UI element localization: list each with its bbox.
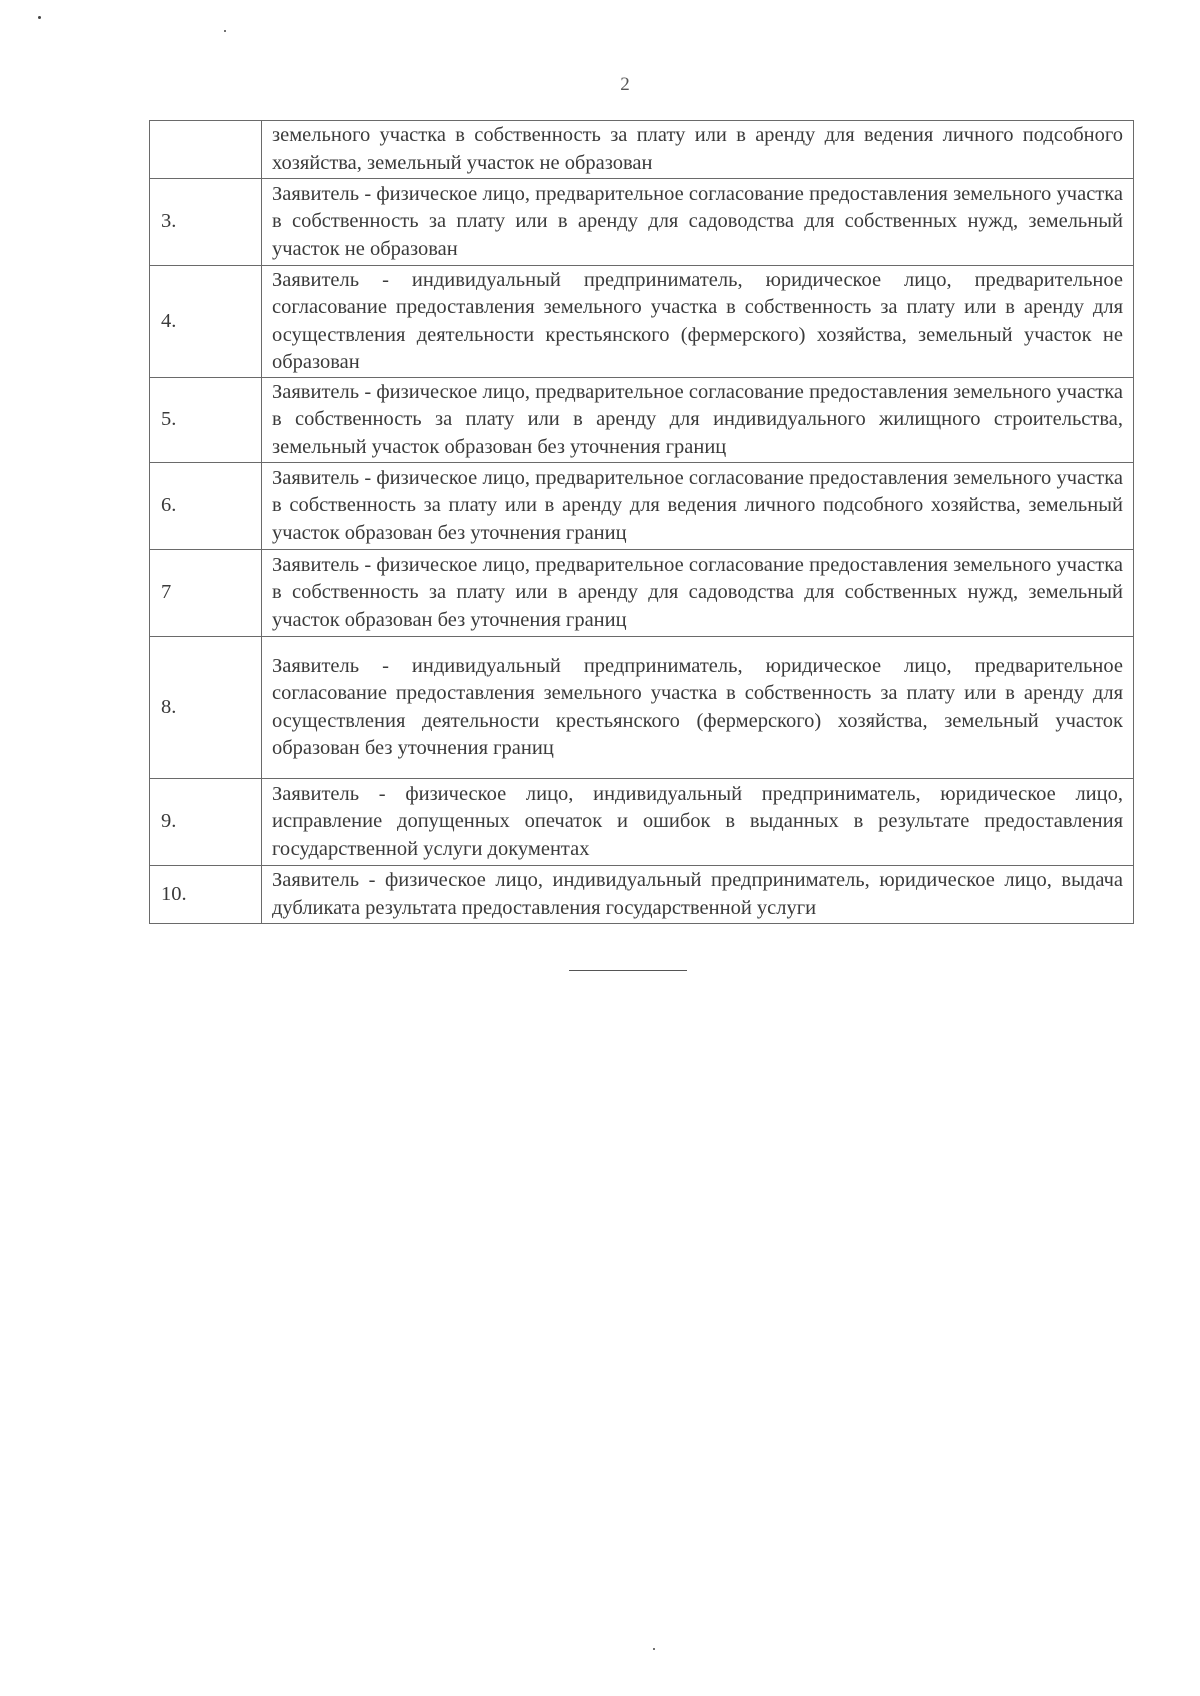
scan-speck xyxy=(224,30,226,32)
table-row xyxy=(150,121,1134,179)
row-text: Заявитель - индивидуальный предприниматель, юридическое лицо, предварительное согласование предоставления земельного участка в собственность за плату или в аренду для осуществления деятельности крестьянского (фермерского) хозяйства, земельный участок не образован xyxy=(262,266,1134,378)
row-text: Заявитель - физическое лицо, предварительное согласование предоставления земельного участка в собственность за плату или в аренду для садоводства для собственных нужд, земельный участок образован без уточнения границ xyxy=(262,550,1134,637)
row-number: 6. xyxy=(150,463,262,550)
table-row xyxy=(150,179,1134,266)
row-text: земельного участка в собственность за плату или в аренду для ведения личного подсобного хозяйства, земельный участок не образован xyxy=(262,121,1134,179)
row-number xyxy=(150,121,262,179)
row-text: Заявитель - физическое лицо, предварительное согласование предоставления земельного участка в собственность за плату или в аренду для индивидуального жилищного строительства, земельный участок образован без уточнения границ xyxy=(262,378,1134,463)
page-number: 2 xyxy=(620,74,630,95)
row-text: Заявитель - физическое лицо, индивидуальный предприниматель, юридическое лицо, исправление допущенных опечаток и ошибок в выданных в результате предоставления государственной услуги документах xyxy=(262,779,1134,866)
row-number: 7 xyxy=(150,550,262,637)
row-number: 10. xyxy=(150,866,262,924)
row-text: Заявитель - физическое лицо, предварительное согласование предоставления земельного участка в собственность за плату или в аренду для ведения личного подсобного хозяйства, земельный участок образован без уточнения границ xyxy=(262,463,1134,550)
table-row xyxy=(150,463,1134,550)
table-row xyxy=(150,550,1134,637)
table-row xyxy=(150,266,1134,378)
scan-speck xyxy=(653,1648,655,1650)
table-row xyxy=(150,779,1134,866)
table-row xyxy=(150,637,1134,779)
row-text: Заявитель - физическое лицо, предварительное согласование предоставления земельного участка в собственность за плату или в аренду для садоводства для собственных нужд, земельный участок не образован xyxy=(262,179,1134,266)
table-row xyxy=(150,866,1134,924)
end-divider-line xyxy=(569,970,687,971)
row-number: 4. xyxy=(150,266,262,378)
row-text: Заявитель - индивидуальный предприниматель, юридическое лицо, предварительное согласование предоставления земельного участка в собственность за плату или в аренду для осуществления деятельности крестьянского (фермерского) хозяйства, земельный участок образован без уточнения границ xyxy=(262,637,1134,779)
row-text: Заявитель - физическое лицо, индивидуальный предприниматель, юридическое лицо, выдача дубликата результата предоставления государственной услуги xyxy=(262,866,1134,924)
row-number: 9. xyxy=(150,779,262,866)
scan-speck xyxy=(38,16,41,19)
applicant-variants-table xyxy=(149,120,1134,924)
row-number: 5. xyxy=(150,378,262,463)
table-row xyxy=(150,378,1134,463)
row-number: 8. xyxy=(150,637,262,779)
row-number: 3. xyxy=(150,179,262,266)
